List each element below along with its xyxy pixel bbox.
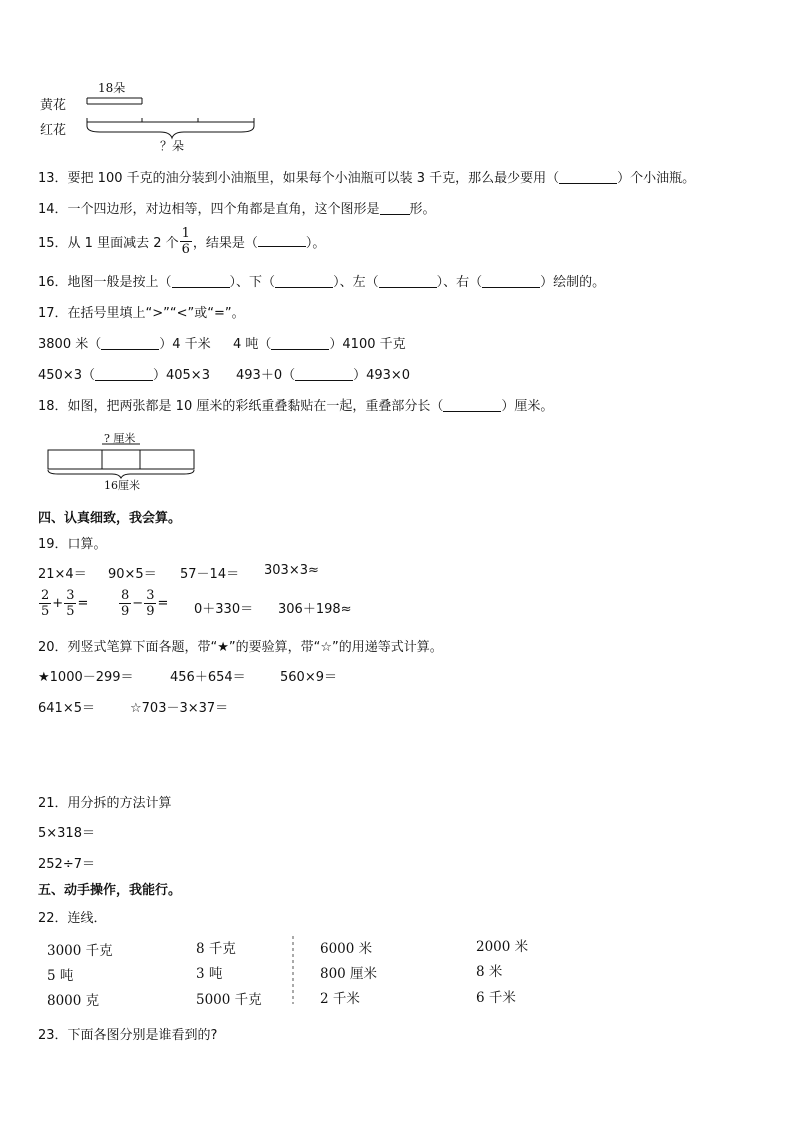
q13-text-end: ）个小油瓶。	[617, 171, 696, 186]
q15-text-mid: ，结果是（	[192, 236, 258, 251]
q22-right-col2-item-2[interactable]: 8 米	[476, 964, 503, 980]
q18-text: 18．如图，把两张都是 10 厘米的彩纸重叠黏贴在一起，重叠部分长（	[38, 399, 444, 414]
q16-text-end: ）绘制的。	[540, 275, 606, 290]
q16-blank-left[interactable]	[379, 274, 437, 288]
q22-left-col2-item-1[interactable]: 8 千克	[196, 941, 236, 957]
q20-item-4: 641×5＝	[38, 701, 95, 716]
q16-text-down: ）、下（	[229, 275, 276, 290]
question-14	[38, 198, 436, 217]
q19-item-7: 0＋330＝	[194, 602, 254, 617]
question-19-title: 19．口算。	[38, 537, 107, 552]
section-4-heading: 四、认真细致，我会算。	[38, 511, 182, 526]
q22-left-col2-item-3[interactable]: 5000 千克	[196, 992, 262, 1008]
q19-item-1: 21×4＝	[38, 567, 87, 582]
q16-blank-up[interactable]	[172, 274, 230, 288]
q16-text-right: ）、右（	[436, 275, 483, 290]
q17-item-3-left: 450×3（	[38, 368, 95, 383]
q16-text: 16．地图一般是按上（	[38, 275, 172, 290]
q22-right-col1-item-2[interactable]: 800 厘米	[320, 966, 378, 982]
q21-item-2: 252÷7＝	[38, 857, 95, 872]
q19-item-2: 90×5＝	[108, 567, 157, 582]
q22-right-col2-item-1[interactable]: 2000 米	[476, 939, 529, 955]
question-18	[38, 395, 553, 414]
q20-item-5: ☆703－3×37＝	[130, 701, 229, 716]
question-22-title: 22．连线．	[38, 911, 107, 926]
q17-item-4-right: ）493×0	[353, 368, 411, 383]
q17-blank-4[interactable]	[295, 367, 353, 381]
q19-f2-a	[119, 588, 131, 619]
q22-left-col1-item-1[interactable]: 3000 千克	[47, 943, 113, 959]
question-13	[38, 167, 695, 186]
q19-fraction-item-2	[118, 588, 168, 619]
q19-f1-b-den: 5	[66, 604, 75, 619]
question-20-title: 20．列竖式笔算下面各题，带“★”的要验算，带“☆”的用递等式计算。	[38, 640, 443, 655]
q19-item-8: 306＋198≈	[278, 602, 352, 617]
q17-item-2	[233, 333, 406, 352]
q15-text: 15．从 1 里面减去 2 个	[38, 236, 179, 251]
question-23-title: 23．下面各图分别是谁看到的?	[38, 1028, 218, 1043]
q19-f1-eq: =	[77, 596, 89, 611]
q20-item-1: ★1000－299＝	[38, 670, 134, 685]
q17-item-2-left: 4 吨（	[233, 337, 272, 352]
flower-segment-diagram	[80, 78, 340, 158]
q20-item-2: 456＋654＝	[170, 670, 246, 685]
q15-frac-den: 6	[181, 242, 190, 257]
paper-strip-1	[48, 450, 140, 469]
q16-text-left: ）、左（	[333, 275, 379, 290]
q19-item-4: 303×3≈	[264, 563, 319, 578]
q19-f2-b	[144, 588, 156, 619]
q19-f1-op: +	[52, 596, 64, 611]
q19-f2-b-den: 9	[146, 604, 155, 619]
q17-item-3-right: ）405×3	[152, 368, 210, 383]
q19-f2-op: −	[132, 596, 144, 611]
q18-blank[interactable]	[443, 398, 501, 412]
q19-f1-b	[64, 588, 76, 619]
question-17-title: 17．在括号里填上“>”“<”或“=”。	[38, 306, 245, 321]
red-question-label: ？朵	[160, 139, 185, 153]
q18-text-end: ）厘米。	[501, 399, 554, 414]
q19-f1-a	[39, 588, 51, 619]
q17-item-1-left: 3800 米（	[38, 337, 102, 352]
q16-blank-down[interactable]	[275, 274, 333, 288]
q19-f2-eq: =	[157, 596, 169, 611]
q14-text-end: 形。	[409, 202, 436, 217]
q21-item-1: 5×318＝	[38, 826, 95, 841]
q17-item-3	[38, 364, 210, 383]
red-flower-label: 红花	[40, 123, 67, 138]
q17-blank-3[interactable]	[95, 367, 153, 381]
q17-blank-1[interactable]	[101, 336, 159, 350]
paper-strip-2	[102, 450, 194, 469]
q17-item-1-right: ）4 千米	[159, 337, 211, 352]
q22-left-col1-item-3[interactable]: 8000 克	[47, 993, 100, 1009]
q22-left-col2-item-2[interactable]: 3 吨	[196, 966, 223, 982]
question-16	[38, 271, 605, 290]
q15-fraction	[180, 226, 192, 257]
q19-item-3: 57－14＝	[180, 567, 240, 582]
overlap-label: ? 厘米	[104, 432, 136, 445]
q22-left-col1-item-2[interactable]: 5 吨	[47, 968, 74, 984]
question-15	[38, 226, 325, 257]
q17-blank-2[interactable]	[271, 336, 329, 350]
q19-f2-a-den: 9	[121, 604, 130, 619]
yellow-flower-label: 黄花	[40, 98, 67, 113]
paper-overlap-diagram	[44, 426, 214, 496]
question-21-title: 21．用分拆的方法计算	[38, 796, 172, 811]
q13-blank[interactable]	[559, 170, 617, 184]
q16-blank-right[interactable]	[482, 274, 540, 288]
q20-item-3: 560×9＝	[280, 670, 337, 685]
q17-item-1	[38, 333, 211, 352]
red-brace	[87, 126, 254, 138]
q15-text-end: ）。	[305, 236, 326, 251]
q19-fraction-item-1	[38, 588, 88, 619]
q22-right-col1-item-1[interactable]: 6000 米	[320, 941, 373, 957]
q22-dashed-divider	[292, 936, 296, 1006]
q13-text: 13．要把 100 千克的油分装到小油瓶里，如果每个小油瓶可以装 3 千克，那么最少要用（	[38, 171, 560, 186]
q19-f1-a-den: 5	[41, 604, 50, 619]
q19-f2-b-num: 3	[146, 588, 155, 603]
total-label: 16厘米	[104, 479, 140, 492]
yellow-count-label: 18朵	[98, 81, 126, 95]
q22-right-col2-item-3[interactable]: 6 千米	[476, 990, 516, 1006]
q19-f1-b-num: 3	[66, 588, 75, 603]
q15-frac-num: 1	[181, 226, 190, 241]
q22-right-col1-item-3[interactable]: 2 千米	[320, 991, 360, 1007]
q17-item-4	[236, 364, 410, 383]
q17-item-4-left: 493＋0（	[236, 368, 296, 383]
q19-f2-a-num: 8	[121, 588, 130, 603]
total-brace	[48, 470, 194, 478]
q14-blank[interactable]	[380, 201, 410, 215]
q19-f1-a-num: 2	[41, 588, 50, 603]
section-5-heading: 五、动手操作，我能行。	[38, 883, 182, 898]
q15-blank[interactable]	[258, 233, 306, 247]
q14-text: 14．一个四边形，对边相等，四个角都是直角，这个图形是	[38, 202, 380, 217]
q17-item-2-right: ）4100 千克	[329, 337, 406, 352]
